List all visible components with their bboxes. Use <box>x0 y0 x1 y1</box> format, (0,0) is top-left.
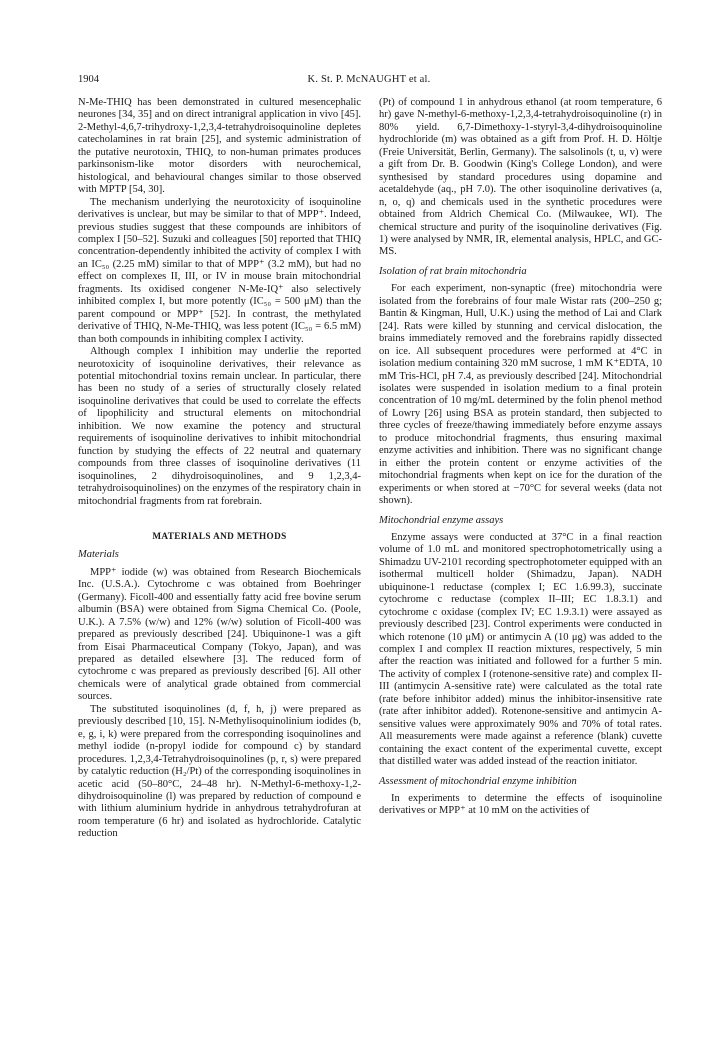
page-number: 1904 <box>78 74 99 85</box>
paragraph: MPP⁺ iodide (w) was obtained from Research Biochemicals Inc. (U.S.A.). Cytochrome c was obtained from Boehringer (Germany). Ficoll-400 and essentially fatty acid free bovine serum albumin (BSA) were obtained from Sigma Chemical Co. (Poole, U.K.). A 7.5% (w/w) and 12% (w/w) solution of Ficoll-400 was prepared as previously described [24]. Ubiquinone-1 was a gift from Eisai Pharmaceutical Company (Tokyo, Japan), and was prepared as detailed elsewhere [3]. The reduced form of cytochrome c was prepared as previously described [6]. All other chemicals were of analytical grade obtained from commercial sources. <box>78 566 361 703</box>
subsection-heading: Materials <box>78 549 119 561</box>
paragraph: (Pt) of compound 1 in anhydrous ethanol (at room temperature, 6 hr) gave N-methyl-6-methoxy-1,2,3,4-tetrahydroisoquinoline (r) in 80% yield. 6,7-Dimethoxy-1-styryl-3,4-dihydroisoquinoline hydrochloride (m) was obtained as a gift from Prof. H. D. Höltje (Freie Universität, Berlin, Germany). The salsolinols (t, u, v) were a gift from Dr. B. Goodwin (King's College London), and were synthesised by standard procedures using dopamine and acetaldehyde (aq., pH 7.0). The other isoquinoline derivatives (a, n, o, q) and chemicals used in the synthetic procedures were obtained from Aldrich Chemical Co. (Milwaukee, WI). The chemical structure and purity of the isoquinoline derivatives (Fig. 1) were analysed by NMR, IR, elemental analysis, HPLC, and GC-MS. <box>379 97 662 258</box>
section-spacer <box>78 508 361 522</box>
right-column <box>379 97 662 818</box>
paragraph: Although complex I inhibition may underlie the reported neurotoxicity of isoquinoline derivatives, their relevance as potential mitochondrial toxins remain unclear. In particular, there has been no study of a series of structurally closely related isoquinoline derivatives that could be used to correlate the effects of lipophilicity and structural elements on mitochondrial inhibition. We now examine the potency and structural requirements of isoquinoline derivatives to inhibit mitochondrial function by studying the effects of 22 neutral and quaternary compounds from three classes of isoquinoline derivatives (11 isoquinolines, 2 dihydroisoquinolines, and 9 1,2,3,4-tetrahydroisoquinolines) on the enzymes of the respiratory chain in mitochondrial fragments from rat forebrain. <box>78 346 361 507</box>
page-header <box>78 74 660 88</box>
section-heading: MATERIALS AND METHODS <box>152 530 287 541</box>
subsection-heading: Assessment of mitochondrial enzyme inhibition <box>379 775 577 787</box>
paragraph: For each experiment, non-synaptic (free) mitochondria were isolated from the forebrains of four male Wistar rats (200–250 g; Bantin & Kingman, Hull, U.K.) using the method of Lai and Clark [24]. Rats were killed by stunning and cervical dislocation, the brains immediately removed and the forebrains rapidly dissected on ice. All subsequent procedures were performed at 4°C in isolation medium containing 320 mM sucrose, 1 mM K⁺EDTA, 10 mM Tris-HCl, pH 7.4, as previously described [24]. Mitochondrial isolates were suspended in isolation medium to a final protein concentration of 10 mg/mL determined by the folin phenol method of Lowry [26] using BSA as protein standard, then subjected to three cycles of freeze/thawing immediately before enzyme assays to produce mitochondrial fragments, thus ensuring maximal enzyme activities and inhibition. There was no significant change in either the protein content or enzyme activities of the mitochondrial fragments when kept on ice for the duration of the experiments or when stored at −70°C for several weeks (data not shown). <box>379 283 662 507</box>
subsection-heading: Mitochondrial enzyme assays <box>379 514 504 526</box>
paragraph: In experiments to determine the effects of isoquinoline derivatives or MPP⁺ at 10 mM on the activities of <box>379 793 662 817</box>
paragraph: N-Me-THIQ has been demonstrated in cultured mesencephalic neurones [34, 35] and on direct intranigral application in vivo [45]. 2-Methyl-4,6,7-trihydroxy-1,2,3,4-tetrahydroisoquinoline depletes catecholamines in rat brain [25], and systemic administration of the putative neurotoxin, THIQ, to non-human primates produces parkinsonism-like motor disorders with neurochemical, histological, and behavioural changes similar to those observed with MPTP [54, 30]. <box>78 97 361 196</box>
running-head: K. St. P. McNAUGHT et al. <box>307 74 431 85</box>
paragraph: The mechanism underlying the neurotoxicity of isoquinoline derivatives is unclear, but may be similar to that of MPP⁺. Indeed, previous studies suggest that these compounds are inhibitors of complex I [50–52]. Suzuki and colleagues [50] reported that THIQ concentration-dependently inhibited the activity of complex I with an IC₅₀ (2.25 mM) similar to that of MPP⁺ (3.2 mM), but had no effect on complexes II, III, or IV in mouse brain mitochondrial fragments. Its oxidised congener N-Me-IQ⁺ also selectively inhibited complex I, but more potently (IC₅₀ = 500 μM) than the parent compound or MPP⁺ [52]. In contrast, the methylated derivative of THIQ, N-Me-THIQ, was less potent (IC₅₀ = 6.5 mM) than both compounds in inhibiting complex I activity. <box>78 196 361 345</box>
paragraph: The substituted isoquinolines (d, f, h, j) were prepared as previously described [10, 15]. N-Methylisoquinolinium iodides (b, e, g, i, k) were prepared from the corresponding isoquinolines and methyl iodide (n-propyl iodide for compound c) by standard procedures. 1,2,3,4-Tetrahydroisoquinolines (p, r, s) were prepared by catalytic reduction (H₂/Pt) of the corresponding isoquinolines in acetic acid (50–80°C, 24–48 hr). N-Methyl-6-methoxy-1,2-dihydroisoquinoline (l) was prepared by reduction of compound e with lithium aluminium hydride in anhydrous tetrahydrofuran at room temperature (6 hr) and isolated as hydrochloride. Catalytic reduction <box>78 703 361 840</box>
subsection-heading: Isolation of rat brain mitochondria <box>379 265 527 277</box>
left-column <box>78 97 361 841</box>
paragraph: Enzyme assays were conducted at 37°C in a final reaction volume of 1.0 mL and monitored spectrophotometrically using a Shimadzu UV-2101 recording spectrophotometer equipped with an isothermal multicell holder (Shimadzu, Japan). NADH ubiquinone-1 reductase (complex I; EC 1.6.99.3), succinate cytochrome c reductase (complex II–III; EC 1.8.3.1) and cytochrome c oxidase (complex IV; EC 1.9.3.1) were assayed as previously described [23]. Control experiments were conducted in which rotenone (10 μM) or antimycin A (10 μg) was added to the complex I and complex II reaction mixtures, respectively, 5 min after the reaction was initiated and followed for a further 5 min. The activity of complex I (rotenone-sensitive rate) and complex II-III (antimycin A-sensitive rate) were calculated as the total rate (rate before inhibitor added) minus the inhibitor-insensitive rate (rate after inhibitor added). Rotenone-sensitive and antimycin A-sensitive values were approximately 90% and 70% of total rates. All measurements were made against a reference (blank) cuvette containing the exact content of the experimental cuvette, except that distilled water was added instead of the reaction initiator. <box>379 531 662 768</box>
